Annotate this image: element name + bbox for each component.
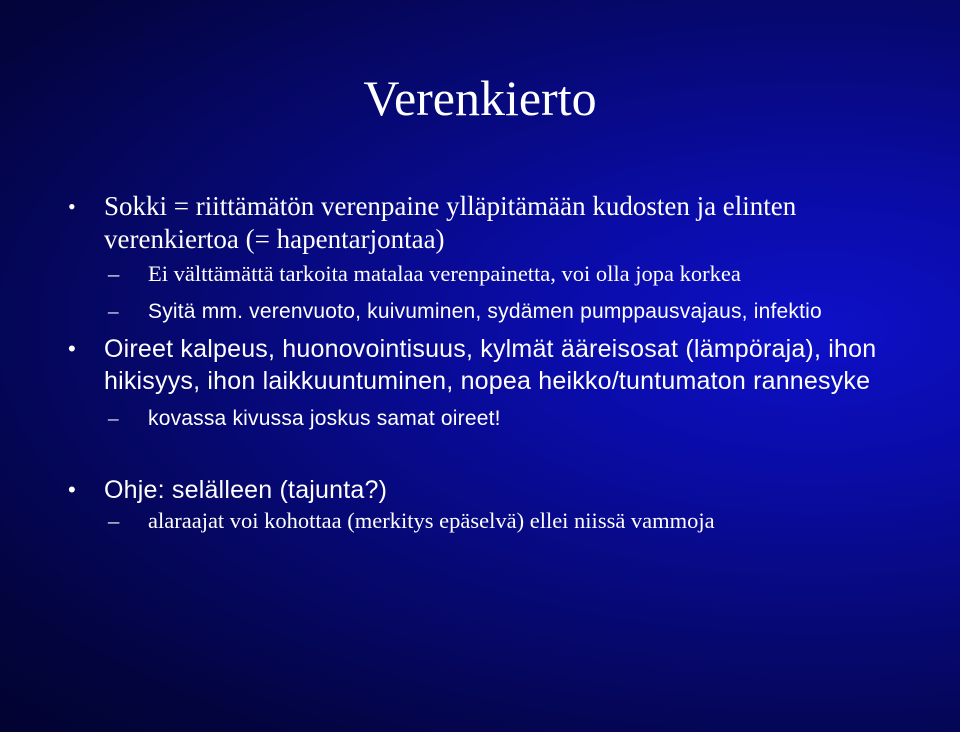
bullet-icon: • bbox=[68, 336, 76, 361]
bullet-item-shock-definition bbox=[64, 190, 894, 256]
bullet-text: Sokki = riittämätön verenpaine ylläpitämään kudosten ja elinten verenkiertoa (= hapentarjontaa) bbox=[104, 191, 797, 254]
dash-icon: – bbox=[108, 406, 119, 430]
bullet-text: Oireet kalpeus, huonovointisuus, kylmät ääreisosat (lämpöraja), ihon hikisyys, ihon laikkuuntuminen, nopea heikko/tuntumaton rannesyke bbox=[104, 335, 877, 395]
slide-title: Verenkierto bbox=[363, 70, 597, 126]
sub-item-legs bbox=[64, 506, 894, 536]
sub-item-text: Syitä mm. verenvuoto, kuivuminen, sydämen pumppausvajaus, infektio bbox=[148, 300, 822, 323]
dash-icon: – bbox=[108, 299, 119, 323]
slide-content bbox=[64, 190, 894, 536]
bullet-item-instruction bbox=[64, 474, 894, 506]
bullet-text: Ohje: selälleen (tajunta?) bbox=[104, 476, 388, 504]
dash-icon: – bbox=[108, 261, 120, 286]
dash-icon: – bbox=[108, 508, 120, 533]
sub-item-causes bbox=[64, 296, 894, 327]
sub-item-blood-pressure bbox=[64, 258, 894, 290]
sub-item-pain bbox=[64, 403, 894, 434]
bullet-icon: • bbox=[68, 194, 76, 219]
sub-item-text: Ei välttämättä tarkoita matalaa verenpainetta, voi olla jopa korkea bbox=[148, 261, 741, 286]
sub-item-text: kovassa kivussa joskus samat oireet! bbox=[148, 407, 501, 430]
bullet-item-symptoms bbox=[64, 333, 894, 397]
bullet-icon: • bbox=[68, 477, 76, 502]
sub-item-text: alaraajat voi kohottaa (merkitys epäselvä) ellei niissä vammoja bbox=[148, 508, 715, 533]
